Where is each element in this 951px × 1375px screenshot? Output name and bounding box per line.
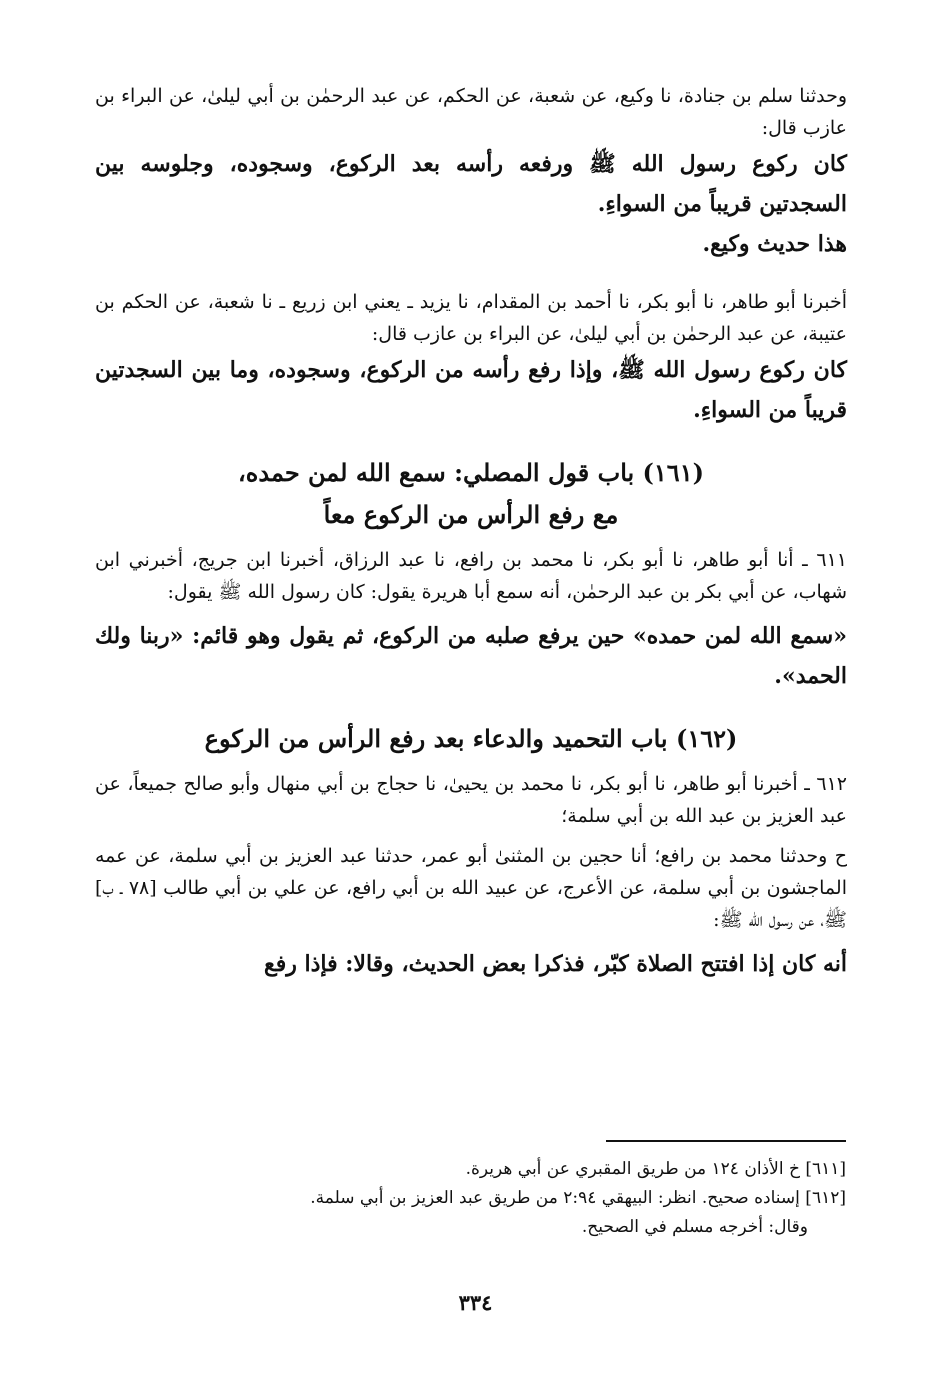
- page-body: [95, 80, 847, 984]
- hadith-612-isnad-1: ٦١٢ ـ أخبرنا أبو طاهر، نا أبو بكر، نا محمد بن يحيىٰ، نا حجاج بن أبي منهال وأبو صالح جميعاً، عن عبد العزيز بن عبد الله بن أبي سلمة؛: [95, 773, 847, 827]
- isnad-paragraph: وحدثنا سلم بن جنادة، نا وكيع، عن شعبة، عن الحكم، عن عبد الرحمٰن بن أبي ليلىٰ، عن البراء بن عازب قال:: [95, 85, 847, 139]
- chapter-heading-161-line2: مع رفع الرأس من الركوع معاً: [323, 500, 619, 529]
- footnote-612-continued: وقال: أخرجه مسلم في الصحيح.: [581, 1217, 808, 1237]
- chapter-heading-162: (١٦٢) باب التحميد والدعاء بعد رفع الرأس من الركوع: [204, 724, 738, 753]
- page-number: ٣٣٤: [458, 1290, 493, 1315]
- chapter-heading-161-line1: (١٦١) باب قول المصلي: سمع الله لمن حمده،: [238, 458, 704, 487]
- hadith-note: هذا حديث وكيع.: [702, 231, 847, 257]
- hadith-611-isnad: ٦١١ ـ أنا أبو طاهر، نا أبو بكر، نا محمد بن رافع، نا عبد الرزاق، أخبرنا ابن جريج، أخبرني ابن شهاب، عن أبي بكر بن عبد الرحمٰن، أنه سمع أبا هريرة يقول: كان رسول الله ﷺ يقول:: [95, 549, 847, 603]
- hadith-612-isnad-2: ح وحدثنا محمد بن رافع؛ أنا حجين بن المثنىٰ أبو عمر، حدثنا عبد العزيز بن أبي سلمة، عن عمه الماجشون بن أبي سلمة، عن الأعرج، عن عبيد الله بن أبي رافع، عن علي بن أبي طالب [٧٨ ـ ب] ﷺ، عن رسول الله ﷺ:: [95, 845, 847, 931]
- hadith-text: كان ركوع رسول الله ﷺ ورفعه رأسه بعد الركوع، وسجوده، وجلوسه بين السجدتين قريباً من السواءِ.: [95, 151, 847, 217]
- footnote-separator: [606, 1140, 846, 1142]
- hadith-text: كان ركوع رسول الله ﷺ، وإذا رفع رأسه من الركوع، وسجوده، وما بين السجدتين قريباً من السواءِ.: [95, 357, 847, 423]
- footnote-611: [٦١١] خ الأذان ١٢٤ من طريق المقبري عن أبي هريرة.: [465, 1159, 846, 1179]
- hadith-611-text: «سمع الله لمن حمده» حين يرفع صلبه من الركوع، ثم يقول وهو قائم: «ربنا ولك الحمد».: [95, 623, 847, 689]
- hadith-612-text: أنه كان إذا افتتح الصلاة كبّر، فذكرا بعض الحديث، وقالا: فإذا رفع: [264, 951, 847, 977]
- footnotes: [104, 1155, 846, 1242]
- isnad-paragraph: أخبرنا أبو طاهر، نا أبو بكر، نا أحمد بن المقدام، نا يزيد ـ يعني ابن زريع ـ نا شعبة، عن الحكم بن عتيبة، عن عبد الرحمٰن بن أبي ليلىٰ، عن البراء بن عازب قال:: [95, 291, 847, 345]
- footnote-612: [٦١٢] إسناده صحيح. انظر: البيهقي ٢:٩٤ من طريق عبد العزيز بن أبي سلمة.: [310, 1188, 846, 1208]
